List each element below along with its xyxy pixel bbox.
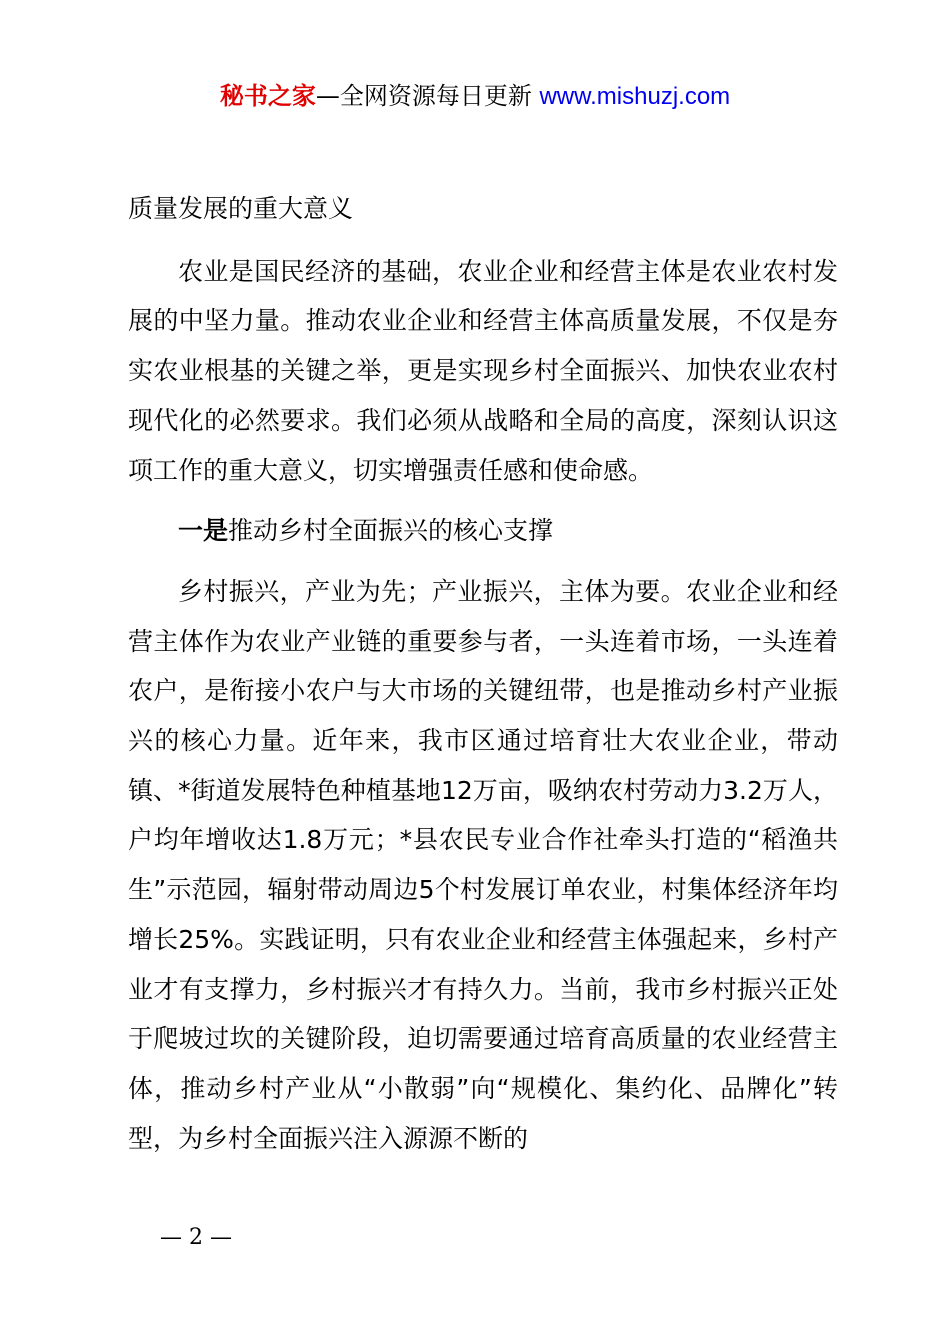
page-number: — 2 — (160, 1225, 232, 1250)
subheading (128, 506, 838, 556)
paragraph-1: 农业是国民经济的基础，农业企业和经营主体是农业农村发展的中坚力量。推动农业企业和经营主体高质量发展，不仅是夯实农业根基的关键之举，更是实现乡村全面振兴、加快农业农村现代化的必然要求。我们必须从战略和全局的高度，深刻认识这项工作的重大意义，切实增强责任感和使命感。 (128, 256, 838, 485)
website-link[interactable]: www.mishuzj.com (539, 83, 731, 110)
subheading-text: 推动乡村全面振兴的核心支撑 (228, 516, 554, 546)
continued-heading-line: 质量发展的重大意义 (128, 194, 354, 223)
brand-name: 秘书之家 (219, 82, 316, 110)
header-tagline: —全网资源每日更新 (315, 82, 540, 110)
site-header (0, 78, 950, 115)
paragraph-2: 乡村振兴，产业为先；产业振兴，主体为要。农业企业和经营主体作为农业产业链的重要参与者，一头连着市场，一头连着农户，是衔接小农户与大市场的关键纽带，也是推动乡村产业振兴的核心力量。近年来，我市区通过培育壮大农业企业，带动镇、*街道发展特色种植基地12万亩，吸纳农村劳动力3.2万人，户均年增收达1.8万元；*县农民专业合作社牵头打造的“稻渔共生”示范园，辐射带动周边5个村发展订单农业，村集体经济年均增长25%。实践证明，只有农业企业和经营主体强起来，乡村产业才有支撑力，乡村振兴才有持久力。当前，我市乡村振兴正处于爬坡过坎的关键阶段，迫切需要通过培育高质量的农业经营主体，推动乡村产业从“小散弱”向“规模化、集约化、品牌化”转型，为乡村全面振兴注入源源不断的 (128, 576, 838, 1153)
document-body (128, 184, 838, 1163)
subheading-marker: 一是 (178, 516, 229, 546)
